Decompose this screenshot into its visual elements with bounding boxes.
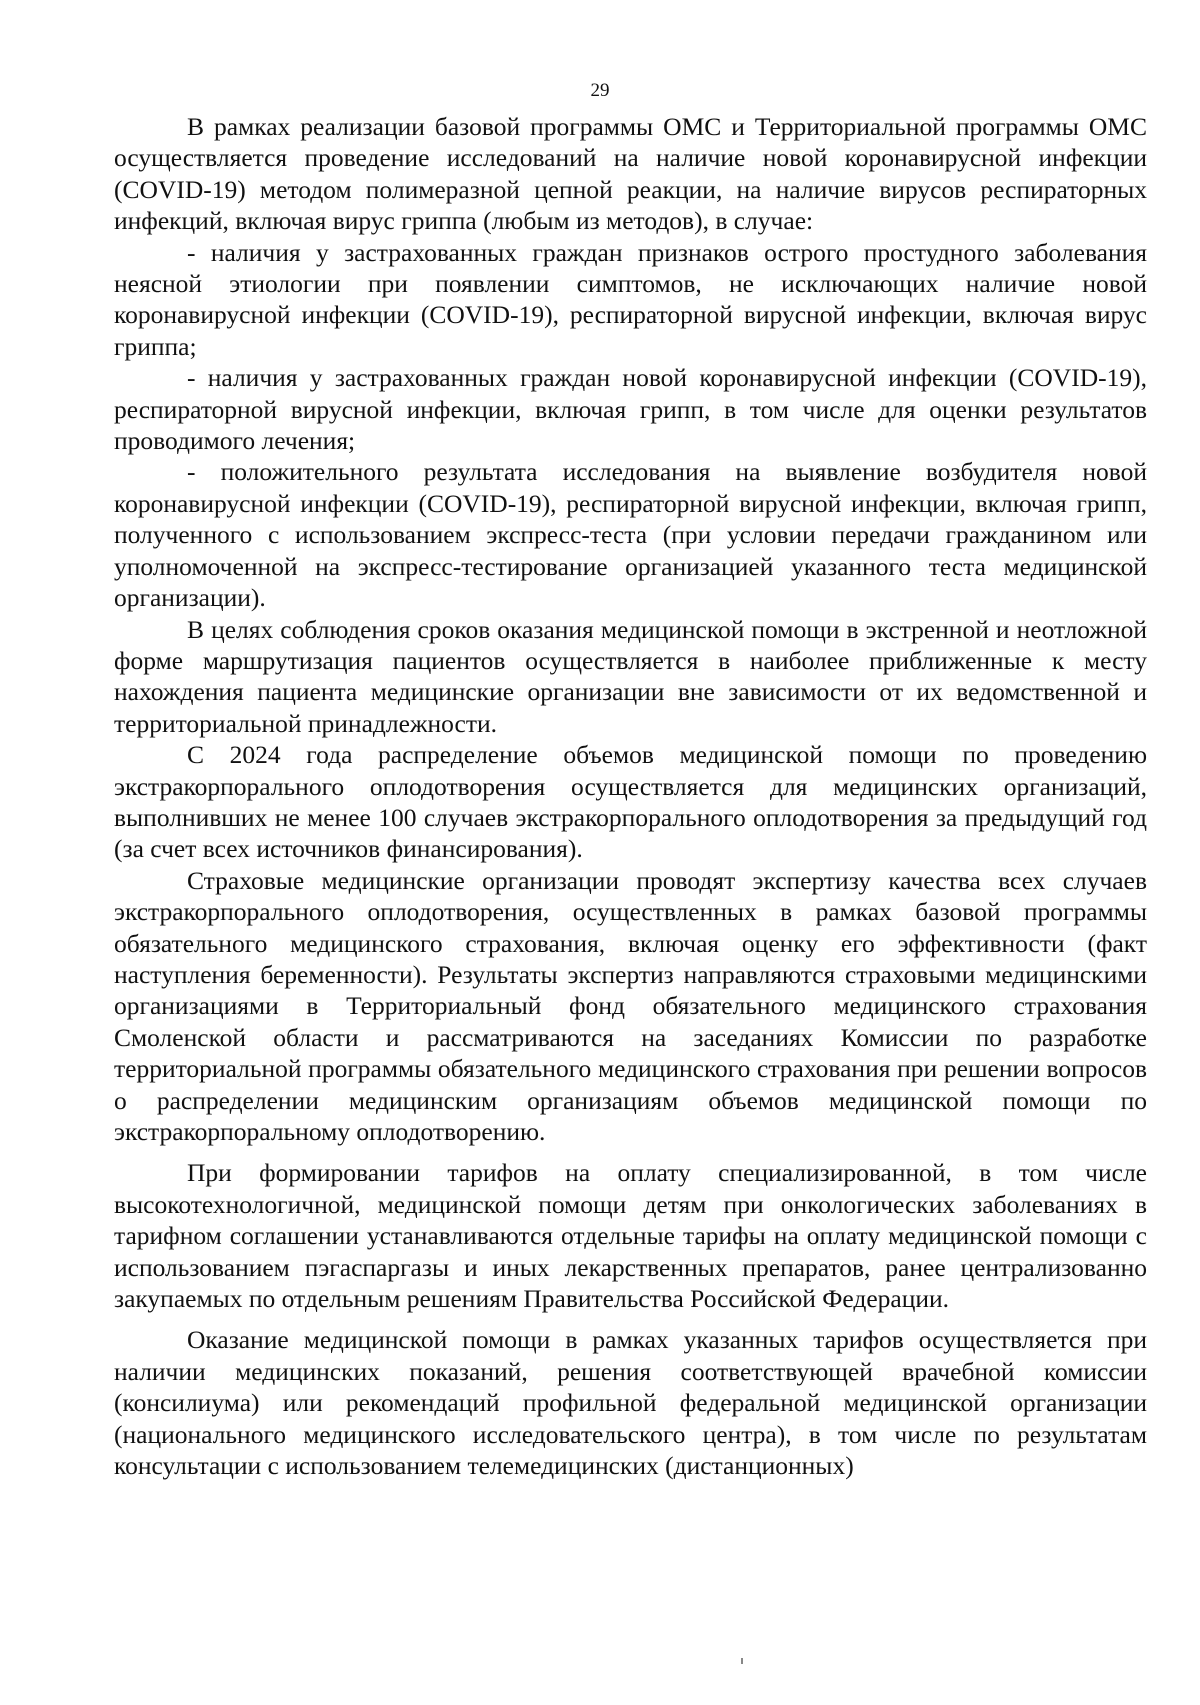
- paragraph-emergency-routing: В целях соблюдения сроков оказания медицинской помощи в экстренной и неотложной форме маршрутизация пациентов осуществляется в наиболее приближенные к месту нахождения пациента медицинские организации вне зависимости от их ведомственной и территориальной принадлежности.: [114, 614, 1147, 738]
- paragraph-oms-covid-testing: В рамках реализации базовой программы ОМС и Территориальной программы ОМС осуществляется проведение исследований на наличие новой коронавирусной инфекции (COVID-19) методом полимеразной цепной реакции, на наличие вирусов респираторных инфекций, включая вирус гриппа (любым из методов), в случае:: [114, 112, 1147, 236]
- scan-artifact: [741, 1658, 743, 1664]
- page-number: 29: [590, 80, 610, 101]
- paragraph-ivf-quality-expertise: Страховые медицинские организации проводят экспертизу качества всех случаев экстракорпорального оплодотворения, осуществленных в рамках базовой программы обязательного медицинского страхования, включая оценку его эффективности (факт наступления беременности). Результаты экспертиз направляются страховыми медицинскими организациями в Территориальный фонд обязательного медицинского страхования Смоленской области и рассматриваются на заседаниях Комиссии по разработке территориальной программы обязательного медицинского страхования при решении вопросов о распределении медицинским организациям объемов медицинской помощи по экстракорпоральному оплодотворению.: [114, 865, 1147, 1146]
- document-body: [114, 111, 1147, 1481]
- list-item-acute-illness: - наличия у застрахованных граждан признаков острого простудного заболевания неясной этиологии при появлении симптомов, не исключающих наличие новой коронавирусной инфекции (COVID-19), респираторной вирусной инфекции, включая вирус гриппа;: [114, 237, 1147, 361]
- paragraph-ivf-volume-distribution: С 2024 года распределение объемов медицинской помощи по проведению экстракорпорального оплодотворения осуществляется для медицинских организаций, выполнивших не менее 100 случаев экстракорпорального оплодотворения за предыдущий год (за счет всех источников финансирования).: [114, 740, 1147, 864]
- list-item-express-test: - положительного результата исследования на выявление возбудителя новой коронавирусной инфекции (COVID-19), респираторной вирусной инфекции, включая грипп, полученного с использованием экспресс-теста (при условии передачи гражданином или уполномоченной на экспресс-тестирование организацией указанного теста медицинской организации).: [114, 457, 1147, 613]
- list-item-confirmed-infection: - наличия у застрахованных граждан новой коронавирусной инфекции (COVID-19), респираторной вирусной инфекции, включая грипп, в том числе для оценки результатов проводимого лечения;: [114, 363, 1147, 456]
- paragraph-pediatric-oncology-tariffs: При формировании тарифов на оплату специализированной, в том числе высокотехнологичной, медицинской помощи детям при онкологических заболеваниях в тарифном соглашении устанавливаются отдельные тарифы на оплату медицинской помощи с использованием пэгаспаргазы и иных лекарственных препаратов, ранее централизованно закупаемых по отдельным решениям Правительства Российской Федерации.: [114, 1158, 1147, 1314]
- paragraph-tariff-conditions: Оказание медицинской помощи в рамках указанных тарифов осуществляется при наличии медицинских показаний, решения соответствующей врачебной комиссии (консилиума) или рекомендаций профильной федеральной медицинской организации (национального медицинского исследовательского центра), в том числе по результатам консультации с использованием телемедицинских (дистанционных): [114, 1325, 1147, 1481]
